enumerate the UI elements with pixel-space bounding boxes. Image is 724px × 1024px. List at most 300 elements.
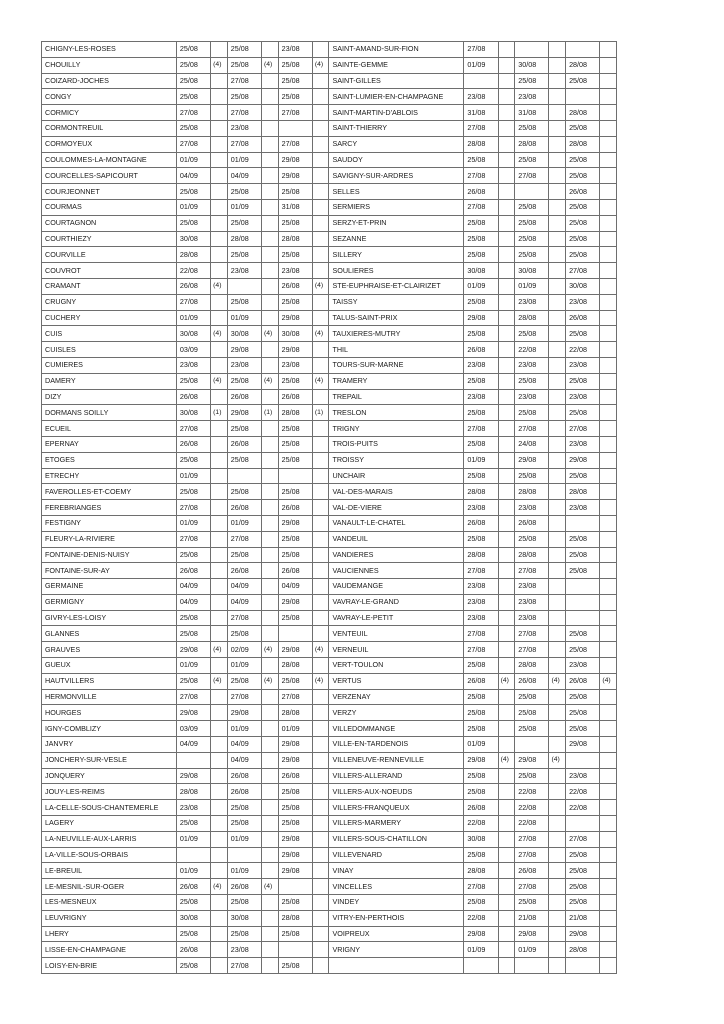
right-flag-1 — [498, 958, 515, 974]
right-flag-2 — [549, 816, 566, 832]
left-flag-2 — [262, 263, 279, 279]
left-flag-2: (4) — [262, 673, 279, 689]
right-date-2: 26/08 — [515, 515, 549, 531]
left-commune-name: JONCHERY-SUR-VESLE — [42, 752, 177, 768]
left-date-3: 29/08 — [278, 310, 312, 326]
left-flag-1 — [211, 247, 228, 263]
right-date-1: 23/08 — [464, 500, 498, 516]
right-date-1: 23/08 — [464, 389, 498, 405]
left-flag-3 — [312, 831, 329, 847]
left-date-2 — [227, 847, 261, 863]
table-row — [42, 942, 617, 958]
left-flag-3 — [312, 168, 329, 184]
left-flag-3 — [312, 484, 329, 500]
right-flag-3 — [600, 721, 617, 737]
right-flag-2 — [549, 879, 566, 895]
left-flag-2 — [262, 168, 279, 184]
table-row — [42, 389, 617, 405]
right-flag-3 — [600, 768, 617, 784]
right-flag-1 — [498, 910, 515, 926]
right-flag-2 — [549, 484, 566, 500]
left-date-3: 28/08 — [278, 705, 312, 721]
left-flag-1 — [211, 594, 228, 610]
left-date-1: 04/09 — [176, 579, 210, 595]
left-flag-3 — [312, 863, 329, 879]
left-flag-2 — [262, 436, 279, 452]
left-date-3: 25/08 — [278, 57, 312, 73]
right-date-1: 01/09 — [464, 278, 498, 294]
left-date-1: 01/09 — [176, 199, 210, 215]
table-row — [42, 42, 617, 58]
right-flag-2 — [549, 642, 566, 658]
table-row — [42, 594, 617, 610]
right-flag-2 — [549, 152, 566, 168]
right-date-3: 22/08 — [566, 784, 600, 800]
left-flag-1 — [211, 421, 228, 437]
right-date-3 — [566, 958, 600, 974]
left-flag-3 — [312, 120, 329, 136]
left-flag-2 — [262, 515, 279, 531]
right-flag-1 — [498, 231, 515, 247]
right-date-3: 21/08 — [566, 910, 600, 926]
right-date-2: 01/09 — [515, 278, 549, 294]
left-commune-name: CUCHERY — [42, 310, 177, 326]
right-commune-name: VILLERS-AUX-NOEUDS — [329, 784, 464, 800]
right-date-1: 30/08 — [464, 831, 498, 847]
table-row — [42, 500, 617, 516]
left-date-1: 03/09 — [176, 342, 210, 358]
left-flag-2 — [262, 768, 279, 784]
right-commune-name: VENTEUIL — [329, 626, 464, 642]
right-date-2: 26/08 — [515, 673, 549, 689]
left-flag-1 — [211, 926, 228, 942]
right-date-1: 25/08 — [464, 468, 498, 484]
right-date-1: 23/08 — [464, 594, 498, 610]
right-date-1: 25/08 — [464, 294, 498, 310]
left-commune-name: JANVRY — [42, 737, 177, 753]
left-flag-1: (1) — [211, 405, 228, 421]
right-flag-2 — [549, 373, 566, 389]
left-flag-1 — [211, 958, 228, 974]
left-commune-name: JOUY-LES-REIMS — [42, 784, 177, 800]
right-commune-name: TALUS-SAINT-PRIX — [329, 310, 464, 326]
right-commune-name: TRIGNY — [329, 421, 464, 437]
right-date-3 — [566, 89, 600, 105]
right-flag-2 — [549, 389, 566, 405]
left-date-2: 27/08 — [227, 73, 261, 89]
right-flag-3 — [600, 847, 617, 863]
left-flag-2 — [262, 136, 279, 152]
left-flag-2 — [262, 610, 279, 626]
right-date-1: 26/08 — [464, 342, 498, 358]
table-row — [42, 231, 617, 247]
left-flag-3 — [312, 547, 329, 563]
left-flag-3 — [312, 705, 329, 721]
left-flag-1: (4) — [211, 278, 228, 294]
left-flag-3 — [312, 500, 329, 516]
left-flag-2 — [262, 294, 279, 310]
left-flag-2 — [262, 752, 279, 768]
right-commune-name: VOIPREUX — [329, 926, 464, 942]
right-flag-2 — [549, 910, 566, 926]
left-date-2: 25/08 — [227, 673, 261, 689]
left-flag-2: (4) — [262, 326, 279, 342]
left-date-3: 25/08 — [278, 73, 312, 89]
right-commune-name: SERZY-ET-PRIN — [329, 215, 464, 231]
left-date-1: 25/08 — [176, 42, 210, 58]
left-flag-3 — [312, 658, 329, 674]
left-flag-1 — [211, 768, 228, 784]
left-date-2: 23/08 — [227, 120, 261, 136]
right-date-1: 27/08 — [464, 879, 498, 895]
left-flag-2 — [262, 247, 279, 263]
right-flag-1 — [498, 863, 515, 879]
left-flag-1: (4) — [211, 673, 228, 689]
right-flag-2 — [549, 105, 566, 121]
left-commune-name: HOURGES — [42, 705, 177, 721]
right-flag-2 — [549, 405, 566, 421]
left-date-2: 01/09 — [227, 863, 261, 879]
left-flag-1 — [211, 231, 228, 247]
right-commune-name: VERNEUIL — [329, 642, 464, 658]
right-flag-1 — [498, 294, 515, 310]
left-date-2: 01/09 — [227, 658, 261, 674]
left-date-1: 01/09 — [176, 831, 210, 847]
right-flag-1 — [498, 563, 515, 579]
right-date-1 — [464, 958, 498, 974]
right-flag-1 — [498, 278, 515, 294]
left-flag-2 — [262, 278, 279, 294]
left-flag-2: (4) — [262, 57, 279, 73]
right-flag-3 — [600, 152, 617, 168]
right-date-2: 27/08 — [515, 847, 549, 863]
left-date-1: 30/08 — [176, 231, 210, 247]
right-date-2: 25/08 — [515, 705, 549, 721]
right-date-1: 25/08 — [464, 326, 498, 342]
right-flag-1 — [498, 579, 515, 595]
left-flag-1 — [211, 389, 228, 405]
right-commune-name: VILLEDOMMANGE — [329, 721, 464, 737]
left-flag-1: (4) — [211, 373, 228, 389]
left-flag-2 — [262, 547, 279, 563]
right-date-2 — [515, 737, 549, 753]
right-commune-name: VAL-DE-VIERE — [329, 500, 464, 516]
right-date-3: 30/08 — [566, 278, 600, 294]
table-row — [42, 310, 617, 326]
right-date-1: 28/08 — [464, 863, 498, 879]
right-date-2: 29/08 — [515, 926, 549, 942]
table-row — [42, 563, 617, 579]
left-date-2: 25/08 — [227, 373, 261, 389]
right-flag-3 — [600, 452, 617, 468]
table-row — [42, 895, 617, 911]
right-flag-2 — [549, 294, 566, 310]
left-flag-2 — [262, 120, 279, 136]
right-flag-3 — [600, 357, 617, 373]
left-date-3: 25/08 — [278, 926, 312, 942]
left-commune-name: LE-MESNIL-SUR-OGER — [42, 879, 177, 895]
right-date-1: 29/08 — [464, 752, 498, 768]
right-commune-name: VINDEY — [329, 895, 464, 911]
right-date-3: 25/08 — [566, 531, 600, 547]
left-flag-2 — [262, 531, 279, 547]
right-commune-name — [329, 958, 464, 974]
right-date-1: 25/08 — [464, 658, 498, 674]
right-date-2: 27/08 — [515, 563, 549, 579]
left-date-1: 25/08 — [176, 373, 210, 389]
right-flag-1 — [498, 57, 515, 73]
table-body — [42, 42, 617, 974]
right-flag-3 — [600, 531, 617, 547]
right-date-2: 31/08 — [515, 105, 549, 121]
left-flag-1 — [211, 120, 228, 136]
right-date-2: 25/08 — [515, 895, 549, 911]
right-flag-2 — [549, 57, 566, 73]
left-commune-name: LOISY-EN-BRIE — [42, 958, 177, 974]
right-date-2: 28/08 — [515, 658, 549, 674]
left-date-3: 25/08 — [278, 294, 312, 310]
right-date-3: 26/08 — [566, 184, 600, 200]
right-flag-1 — [498, 152, 515, 168]
right-date-1: 25/08 — [464, 436, 498, 452]
right-date-1: 28/08 — [464, 136, 498, 152]
left-date-1: 27/08 — [176, 136, 210, 152]
left-date-2: 27/08 — [227, 610, 261, 626]
right-date-1: 23/08 — [464, 357, 498, 373]
right-flag-2 — [549, 721, 566, 737]
table-row — [42, 73, 617, 89]
right-date-2: 25/08 — [515, 373, 549, 389]
right-date-1: 25/08 — [464, 705, 498, 721]
left-flag-3 — [312, 294, 329, 310]
right-date-1: 31/08 — [464, 105, 498, 121]
right-date-1: 26/08 — [464, 800, 498, 816]
right-flag-3 — [600, 816, 617, 832]
left-date-1: 25/08 — [176, 73, 210, 89]
right-date-1: 26/08 — [464, 673, 498, 689]
left-date-3: 27/08 — [278, 136, 312, 152]
left-commune-name: CORMOYEUX — [42, 136, 177, 152]
right-date-3: 25/08 — [566, 879, 600, 895]
right-commune-name: SELLES — [329, 184, 464, 200]
right-flag-2 — [549, 468, 566, 484]
right-date-3 — [566, 42, 600, 58]
left-commune-name: LHERY — [42, 926, 177, 942]
left-flag-2 — [262, 926, 279, 942]
table-row — [42, 168, 617, 184]
right-date-2: 27/08 — [515, 879, 549, 895]
left-flag-1 — [211, 136, 228, 152]
right-flag-1 — [498, 784, 515, 800]
table-row — [42, 721, 617, 737]
table-row — [42, 816, 617, 832]
table-row — [42, 452, 617, 468]
left-date-3: 29/08 — [278, 152, 312, 168]
right-date-1: 27/08 — [464, 120, 498, 136]
right-flag-3 — [600, 57, 617, 73]
left-flag-1: (4) — [211, 326, 228, 342]
left-flag-3 — [312, 721, 329, 737]
right-flag-2 — [549, 326, 566, 342]
left-commune-name: CONGY — [42, 89, 177, 105]
left-flag-3: (4) — [312, 326, 329, 342]
right-flag-1 — [498, 389, 515, 405]
right-flag-1 — [498, 468, 515, 484]
left-date-2: 04/09 — [227, 168, 261, 184]
left-date-3: 25/08 — [278, 784, 312, 800]
left-commune-name: GUEUX — [42, 658, 177, 674]
left-date-1: 25/08 — [176, 816, 210, 832]
right-date-3: 27/08 — [566, 831, 600, 847]
right-date-1: 25/08 — [464, 895, 498, 911]
right-flag-3 — [600, 705, 617, 721]
right-commune-name: VERTUS — [329, 673, 464, 689]
left-flag-1 — [211, 199, 228, 215]
table-row — [42, 89, 617, 105]
right-date-2: 22/08 — [515, 784, 549, 800]
right-date-3: 28/08 — [566, 942, 600, 958]
right-flag-3 — [600, 579, 617, 595]
right-date-1 — [464, 73, 498, 89]
left-date-3: 25/08 — [278, 531, 312, 547]
right-date-1: 25/08 — [464, 247, 498, 263]
left-commune-name: COUVROT — [42, 263, 177, 279]
right-date-1: 27/08 — [464, 42, 498, 58]
left-flag-1 — [211, 531, 228, 547]
left-flag-3 — [312, 879, 329, 895]
left-date-1: 25/08 — [176, 895, 210, 911]
left-date-3: 28/08 — [278, 405, 312, 421]
right-date-1: 27/08 — [464, 199, 498, 215]
right-flag-1 — [498, 452, 515, 468]
left-commune-name: GERMAINE — [42, 579, 177, 595]
right-commune-name: VILLEVENARD — [329, 847, 464, 863]
right-date-3: 25/08 — [566, 563, 600, 579]
left-date-2: 25/08 — [227, 57, 261, 73]
right-flag-3 — [600, 436, 617, 452]
right-date-2: 23/08 — [515, 389, 549, 405]
right-flag-2 — [549, 452, 566, 468]
right-commune-name: VAVRAY-LE-PETIT — [329, 610, 464, 626]
table-row — [42, 484, 617, 500]
right-commune-name: SAINT-THIERRY — [329, 120, 464, 136]
right-flag-3 — [600, 120, 617, 136]
left-commune-name: COURVILLE — [42, 247, 177, 263]
right-date-2: 23/08 — [515, 89, 549, 105]
left-date-3: 29/08 — [278, 831, 312, 847]
right-date-1: 29/08 — [464, 926, 498, 942]
table-row — [42, 468, 617, 484]
right-flag-3 — [600, 373, 617, 389]
right-date-2: 29/08 — [515, 452, 549, 468]
left-date-1: 29/08 — [176, 642, 210, 658]
left-date-2: 25/08 — [227, 294, 261, 310]
right-date-1: 01/09 — [464, 452, 498, 468]
left-flag-1 — [211, 263, 228, 279]
left-flag-3 — [312, 263, 329, 279]
left-date-3: 25/08 — [278, 484, 312, 500]
right-date-2: 21/08 — [515, 910, 549, 926]
left-flag-2 — [262, 910, 279, 926]
left-date-2: 27/08 — [227, 531, 261, 547]
left-flag-1 — [211, 705, 228, 721]
left-date-3: 23/08 — [278, 263, 312, 279]
right-flag-3 — [600, 879, 617, 895]
left-flag-2 — [262, 705, 279, 721]
left-flag-3 — [312, 389, 329, 405]
right-flag-1 — [498, 500, 515, 516]
right-date-3: 25/08 — [566, 468, 600, 484]
table-row — [42, 863, 617, 879]
right-flag-3 — [600, 294, 617, 310]
right-date-3: 25/08 — [566, 863, 600, 879]
right-date-1: 25/08 — [464, 215, 498, 231]
right-commune-name: TROIS-PUITS — [329, 436, 464, 452]
right-flag-1 — [498, 421, 515, 437]
left-date-1: 25/08 — [176, 57, 210, 73]
left-commune-name: CUIS — [42, 326, 177, 342]
left-flag-1: (4) — [211, 879, 228, 895]
right-flag-1 — [498, 310, 515, 326]
right-flag-3 — [600, 563, 617, 579]
right-flag-1 — [498, 705, 515, 721]
left-date-1: 27/08 — [176, 294, 210, 310]
left-date-1: 25/08 — [176, 547, 210, 563]
right-flag-1 — [498, 847, 515, 863]
right-date-3: 23/08 — [566, 357, 600, 373]
right-flag-2 — [549, 831, 566, 847]
right-flag-2 — [549, 863, 566, 879]
left-commune-name: CUMIERES — [42, 357, 177, 373]
left-date-1: 01/09 — [176, 468, 210, 484]
left-commune-name: COURMAS — [42, 199, 177, 215]
left-date-2: 29/08 — [227, 705, 261, 721]
left-date-2: 04/09 — [227, 594, 261, 610]
right-date-3: 25/08 — [566, 547, 600, 563]
right-date-3: 25/08 — [566, 120, 600, 136]
left-commune-name: LAGERY — [42, 816, 177, 832]
right-date-2: 25/08 — [515, 231, 549, 247]
left-flag-1 — [211, 357, 228, 373]
left-date-1: 27/08 — [176, 421, 210, 437]
right-date-1: 25/08 — [464, 689, 498, 705]
table-row — [42, 215, 617, 231]
right-flag-3 — [600, 895, 617, 911]
left-date-1: 01/09 — [176, 310, 210, 326]
right-date-2: 23/08 — [515, 610, 549, 626]
left-commune-name: COURCELLES-SAPICOURT — [42, 168, 177, 184]
table-row — [42, 800, 617, 816]
left-flag-2 — [262, 73, 279, 89]
left-flag-2 — [262, 342, 279, 358]
left-date-2: 26/08 — [227, 500, 261, 516]
left-date-1: 27/08 — [176, 689, 210, 705]
table-row — [42, 642, 617, 658]
right-commune-name: SAINT-LUMIER-EN-CHAMPAGNE — [329, 89, 464, 105]
right-date-2: 29/08 — [515, 752, 549, 768]
right-flag-2 — [549, 89, 566, 105]
right-flag-2 — [549, 594, 566, 610]
right-flag-1: (4) — [498, 673, 515, 689]
left-date-2: 27/08 — [227, 958, 261, 974]
left-date-1: 27/08 — [176, 531, 210, 547]
left-date-3 — [278, 879, 312, 895]
left-flag-3 — [312, 247, 329, 263]
left-flag-1 — [211, 847, 228, 863]
left-commune-name: LA-CELLE-SOUS-CHANTEMERLE — [42, 800, 177, 816]
right-flag-3 — [600, 105, 617, 121]
right-commune-name: THIL — [329, 342, 464, 358]
